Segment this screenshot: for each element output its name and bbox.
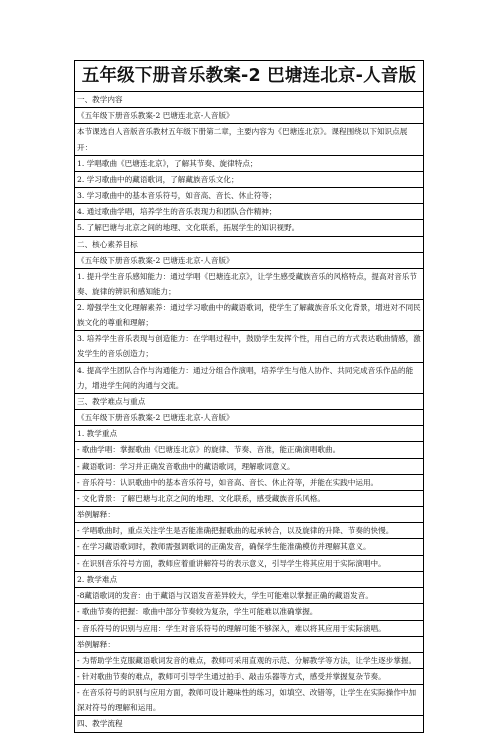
list-item: - 为帮助学生克服藏语歌词发音的难点，教师可采用直观的示范、分解教学等方法，让学生逐步掌握。 <box>75 653 423 669</box>
subheading: 2. 教学难点 <box>75 572 423 588</box>
section-heading: 一、教学内容 <box>75 92 423 108</box>
list-item: 4. 提高学生团队合作与沟通能力：通过分组合作演唱，培养学生与他人协作、共同完成音乐作品的能力，增进学生间的沟通与交流。 <box>75 363 423 394</box>
list-item: - 音乐符号的识别与应用：学生对音乐符号的理解可能不够深入，难以将其应用于实际演唱。 <box>75 621 423 637</box>
list-item: -8藏语歌词的发音：由于藏语与汉语发音差异较大，学生可能难以掌握正确的藏语发音。 <box>75 588 423 604</box>
paragraph-line: 本节课选自人音版音乐教材五年级下册第二章，主要内容为《巴塘连北京》。课程围绕以下知识点展开： <box>75 124 423 155</box>
list-item: - 歌曲节奏的把握：歌曲中部分节奏较为复杂，学生可能难以准确掌握。 <box>75 604 423 620</box>
list-item: 3. 培养学生音乐表现与创造能力：在学唱过程中，鼓励学生发挥个性，用自己的方式表达歌曲情感，激发学生的音乐创造力； <box>75 331 423 362</box>
list-item: - 歌曲学唱：掌握歌曲《巴塘连北京》的旋律、节奏、音准，能正确演唱歌曲。 <box>75 442 423 458</box>
list-item: - 文化背景：了解巴塘与北京之间的地理、文化联系，感受藏族音乐风格。 <box>75 491 423 507</box>
list-item: - 在音乐符号的识别与应用方面，教师可设计趣味性的练习，如填空、改错等，让学生在实际操作中加深对符号的理解和运用。 <box>75 685 423 716</box>
lesson-title-line: 《五年级下册音乐教案-2 巴塘连北京-人音版》 <box>75 108 423 124</box>
list-item: - 藏语歌词：学习并正确发音歌曲中的藏语歌词，理解歌词意义。 <box>75 459 423 475</box>
section-heading: 四、教学流程 <box>77 719 123 729</box>
list-item: - 针对歌曲节奏的难点，教师可引导学生通过拍手、敲击乐器等方式，感受并掌握复杂节奏。 <box>75 669 423 685</box>
subheading: 举例解释： <box>75 637 423 653</box>
list-item: 3. 学习歌曲中的基本音乐符号，如音高、音长、休止符等； <box>75 188 423 204</box>
list-item: 5. 了解巴塘与北京之间的地理、文化联系，拓展学生的知识视野。 <box>75 220 423 236</box>
list-item: - 在学习藏语歌词时，教师需强调歌词的正确发音，确保学生能准确模仿并理解其意义。 <box>75 539 423 555</box>
list-item: 1. 学唱歌曲《巴塘连北京》，了解其节奏、旋律特点； <box>75 156 423 172</box>
list-item: - 在识别音乐符号方面，教师应着重讲解符号的表示意义，引导学生将其应用于实际演唱中。 <box>75 556 423 572</box>
subheading: 举例解释： <box>75 507 423 523</box>
lesson-title-line: 《五年级下册音乐教案-2 巴塘连北京-人音版》 <box>75 410 423 426</box>
list-item: 1. 提升学生音乐感知能力：通过学唱《巴塘连北京》，让学生感受藏族音乐的风格特点，提高对音乐节奏、旋律的辨识和感知能力； <box>75 269 423 300</box>
list-item: 4. 通过歌曲学唱，培养学生的音乐表现力和团队合作精神； <box>75 204 423 220</box>
document-table <box>74 60 424 733</box>
list-item: 2. 增强学生文化理解素养：通过学习歌曲中的藏语歌词，使学生了解藏族音乐文化背景，增进对不同民族文化的尊重和理解； <box>75 300 423 331</box>
list-item: - 学唱歌曲时，重点关注学生是否能准确把握歌曲的起承转合，以及旋律的升降、节奏的快慢。 <box>75 523 423 539</box>
lesson-title-line: 《五年级下册音乐教案-2 巴塘连北京-人音版》 <box>75 253 423 269</box>
subheading: 1. 教学重点 <box>75 426 423 442</box>
list-item: - 音乐符号：认识歌曲中的基本音乐符号，如音高、音长、休止符等，并能在实践中运用。 <box>75 475 423 491</box>
page-title: 五年级下册音乐教案-2 巴塘连北京-人音版 <box>75 61 423 92</box>
section-heading: 三、教学难点与重点 <box>75 394 423 410</box>
section-heading: 二、核心素养目标 <box>75 237 423 253</box>
list-item: 2. 学习歌曲中的藏语歌词，了解藏族音乐文化； <box>75 172 423 188</box>
